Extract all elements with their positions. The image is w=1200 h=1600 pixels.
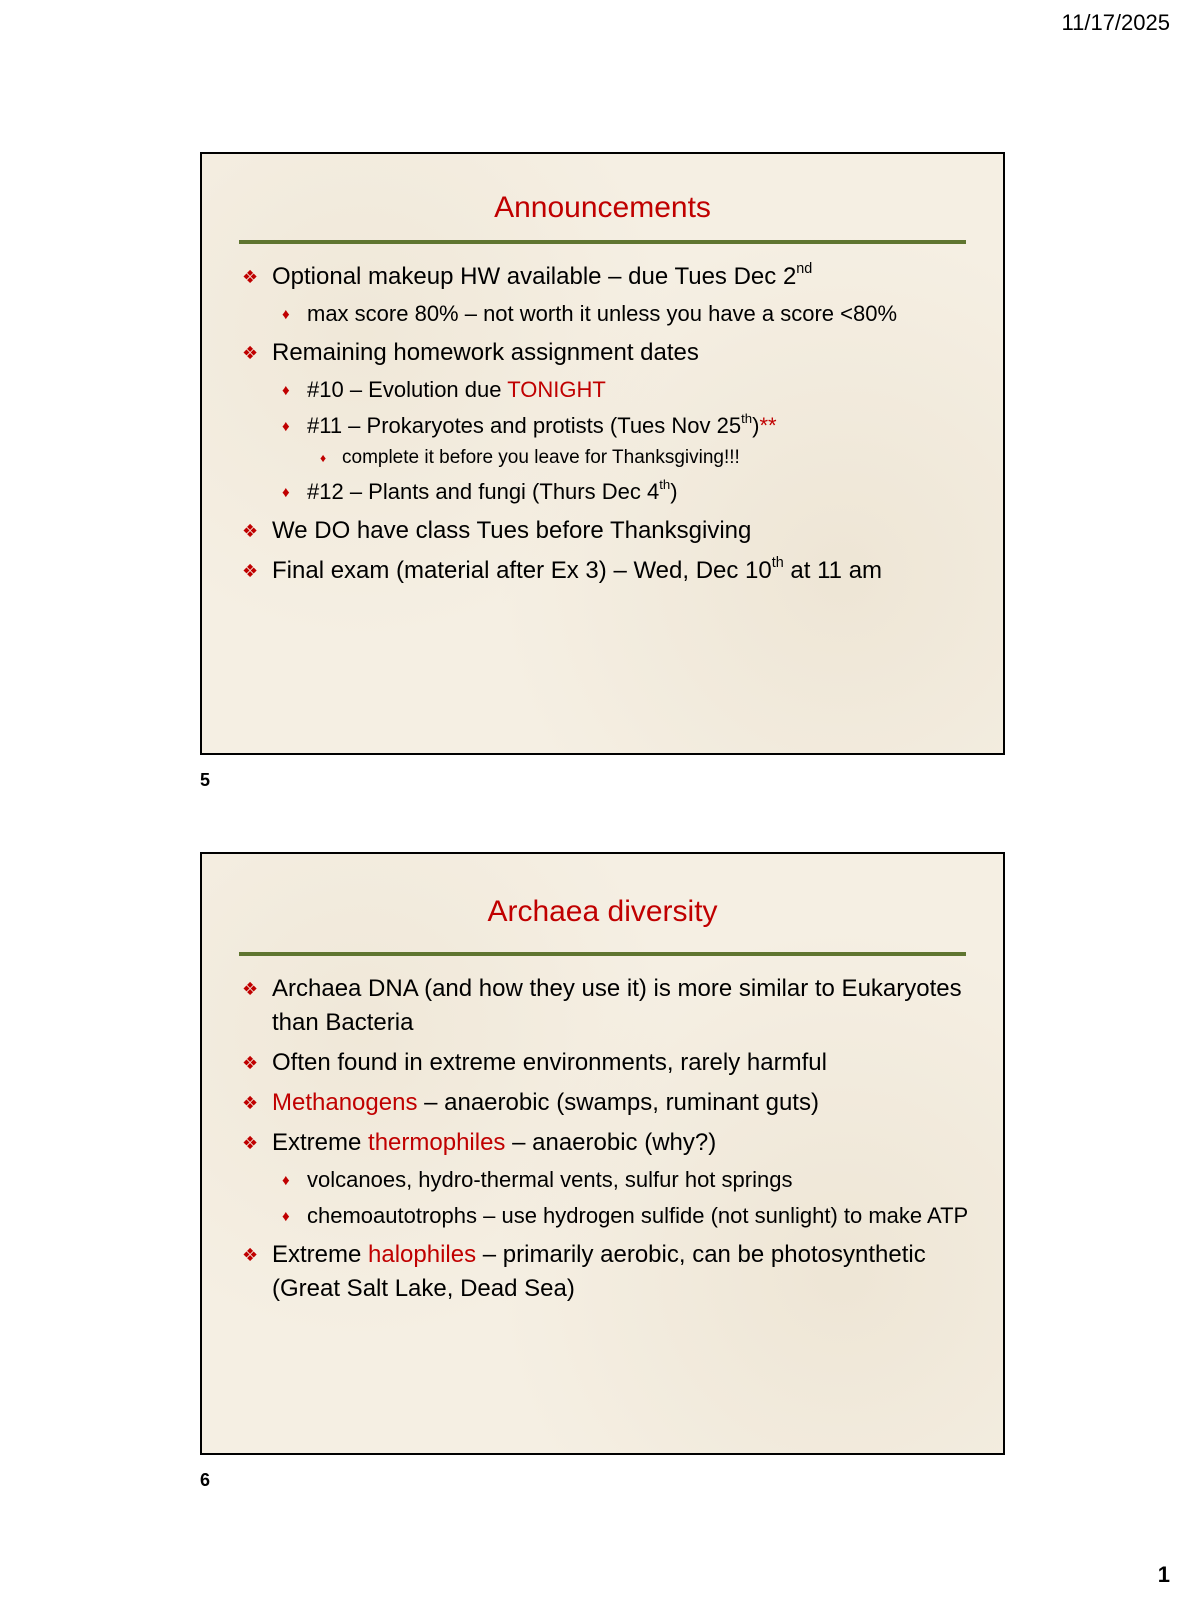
slide-number: 6	[200, 1470, 211, 1490]
list-item: ❖ Final exam (material after Ex 3) – Wed, Dec 10th at 11 am	[202, 554, 1003, 588]
four-petal-diamond-icon: ❖	[242, 1245, 259, 1265]
list-item: ♦ #10 – Evolution due TONIGHT	[202, 374, 1003, 406]
title-divider	[239, 240, 966, 244]
small-diamond-icon: ♦	[282, 1208, 290, 1225]
four-petal-diamond-icon: ❖	[242, 343, 259, 363]
four-petal-diamond-icon: ❖	[242, 267, 259, 287]
page-number: 1	[1157, 1562, 1170, 1587]
list-item: ❖ Methanogens – anaerobic (swamps, ruminant guts)	[202, 1086, 1003, 1120]
slide-archaea-diversity	[200, 852, 1005, 1455]
list-item: ❖ We DO have class Tues before Thanksgiving	[202, 514, 1003, 548]
four-petal-diamond-icon: ❖	[242, 521, 259, 541]
list-item: ♦ #12 – Plants and fungi (Thurs Dec 4th)	[202, 476, 1003, 508]
four-petal-diamond-icon: ❖	[242, 1133, 259, 1153]
bullet-list	[202, 260, 1003, 588]
small-diamond-icon: ♦	[282, 1172, 290, 1189]
list-item: ❖ Extreme halophiles – primarily aerobic, can be photosynthetic (Great Salt Lake, Dead Sea)	[202, 1238, 1003, 1306]
four-petal-diamond-icon: ❖	[242, 979, 259, 999]
four-petal-diamond-icon: ❖	[242, 561, 259, 581]
small-diamond-icon: ♦	[282, 484, 290, 501]
list-item: ♦ volcanoes, hydro-thermal vents, sulfur hot springs	[202, 1164, 1003, 1196]
bullet-list	[202, 972, 1003, 1306]
list-item: ❖ Optional makeup HW available – due Tues Dec 2nd	[202, 260, 1003, 294]
page-date: 11/17/2025	[1061, 10, 1170, 35]
slide-title: Archaea diversity	[487, 895, 718, 928]
list-item: ♦ chemoautotrophs – use hydrogen sulfide (not sunlight) to make ATP	[202, 1200, 1003, 1232]
list-item: ❖ Extreme thermophiles – anaerobic (why?)	[202, 1126, 1003, 1160]
four-petal-diamond-icon: ❖	[242, 1053, 259, 1073]
list-item: ♦ #11 – Prokaryotes and protists (Tues Nov 25th)**	[202, 410, 1003, 442]
small-diamond-icon: ♦	[282, 382, 290, 399]
list-item: ❖ Remaining homework assignment dates	[202, 336, 1003, 370]
small-diamond-icon: ♦	[282, 306, 290, 323]
list-item: ♦ max score 80% – not worth it unless you have a score <80%	[202, 298, 1003, 330]
tiny-diamond-icon: ♦	[320, 451, 327, 465]
slide-title: Announcements	[494, 191, 711, 224]
slide-announcements	[200, 152, 1005, 755]
title-divider	[239, 952, 966, 956]
list-item: ❖ Often found in extreme environments, rarely harmful	[202, 1046, 1003, 1080]
list-item: ❖ Archaea DNA (and how they use it) is more similar to Eukaryotes than Bacteria	[202, 972, 1003, 1040]
slide-number: 5	[200, 770, 211, 790]
list-item: ♦ complete it before you leave for Thanksgiving!!!	[202, 444, 1003, 472]
four-petal-diamond-icon: ❖	[242, 1093, 259, 1113]
small-diamond-icon: ♦	[282, 418, 290, 435]
